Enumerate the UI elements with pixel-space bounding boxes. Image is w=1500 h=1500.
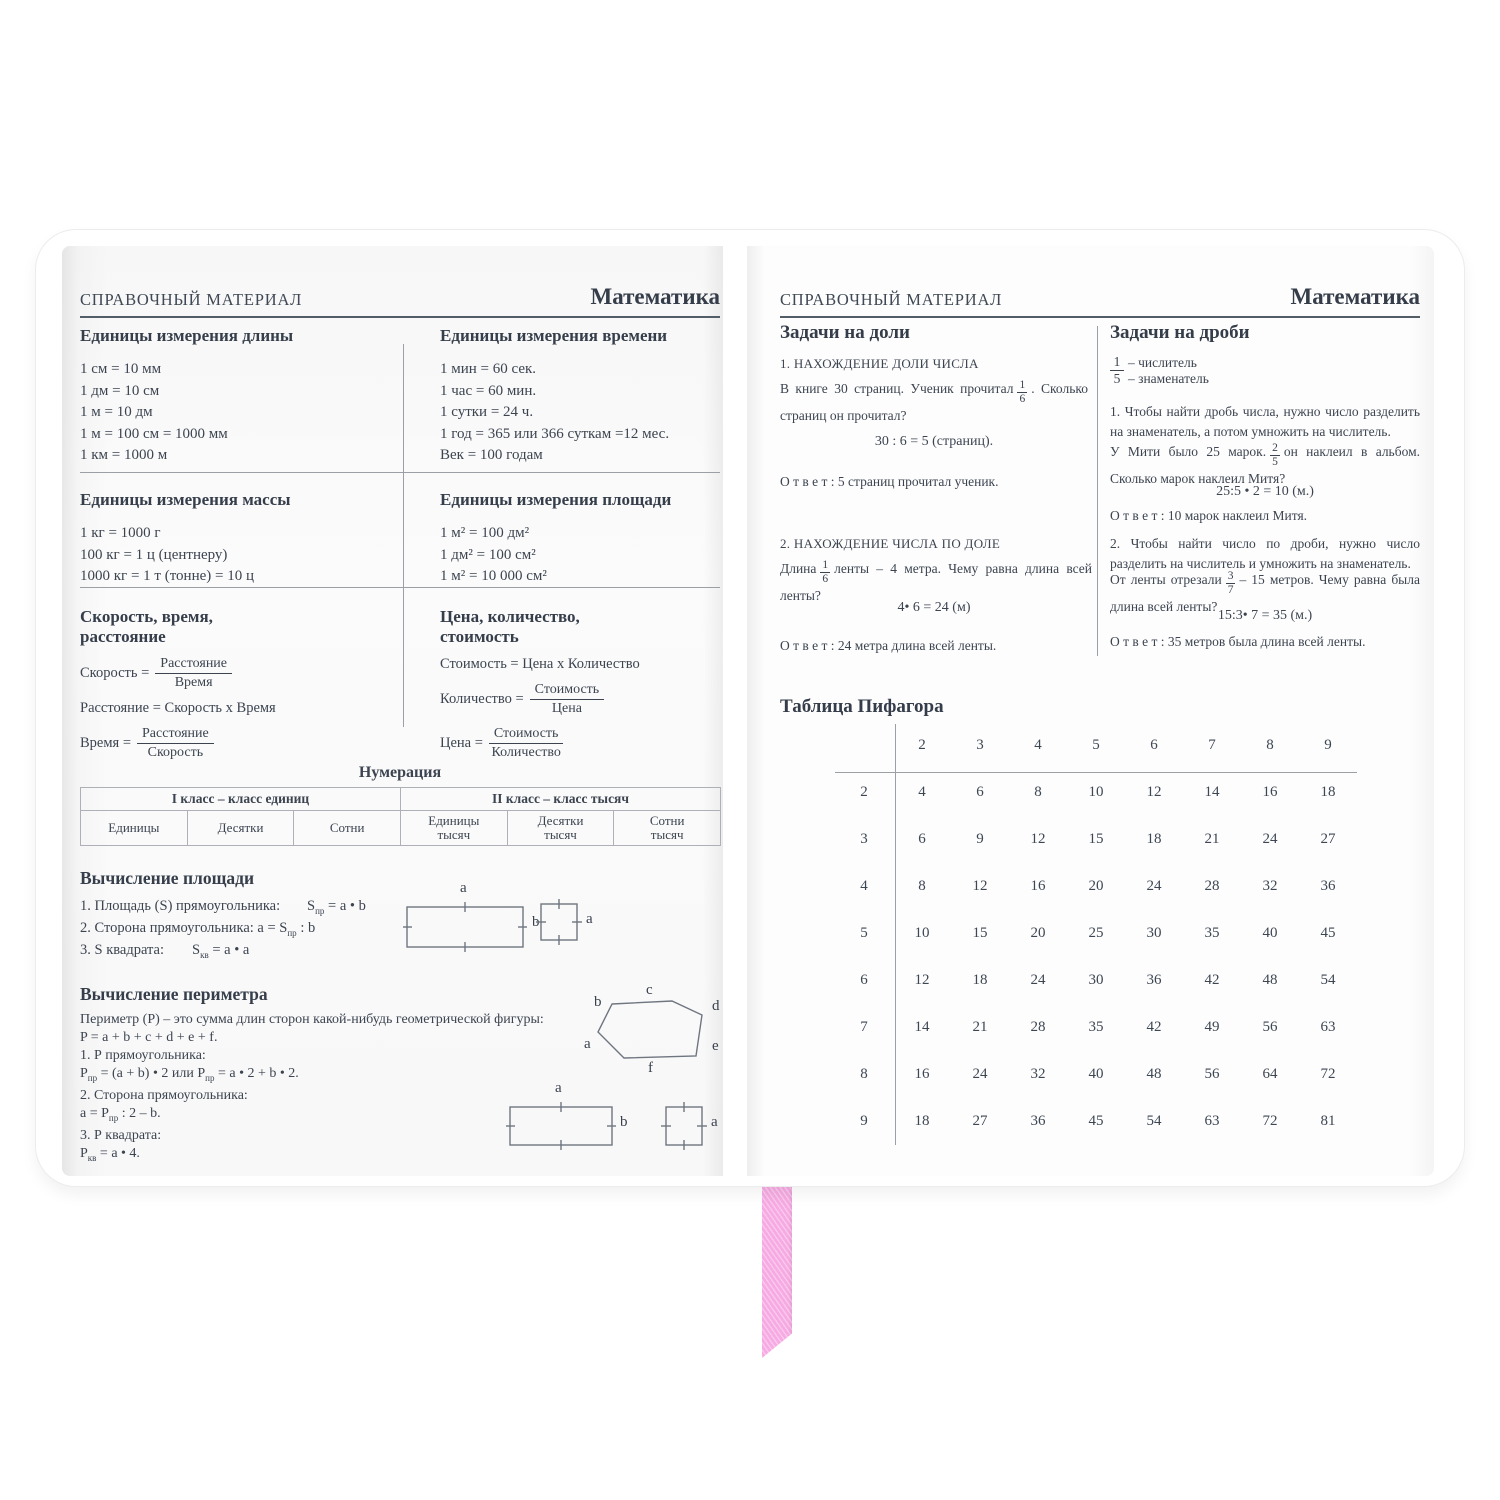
pythagoras-cell: 12 xyxy=(914,972,930,988)
right-column-divider xyxy=(1097,326,1098,656)
pythagoras-cell: 72 xyxy=(1320,1066,1336,1082)
pythagoras-row-header: 8 xyxy=(860,1066,868,1082)
pythagoras-cell: 12 xyxy=(1146,784,1162,800)
hex-label-b: b xyxy=(594,994,602,1010)
section-units-mass xyxy=(80,490,385,588)
pythagoras-cell: 9 xyxy=(976,831,984,847)
numeration-cell: Единицы xyxy=(81,811,188,846)
fraction xyxy=(820,559,830,585)
pythagoras-corner xyxy=(835,722,893,769)
text-run: P xyxy=(80,1066,88,1081)
text-run: a = P xyxy=(80,1106,109,1121)
text-run: У Мити было 25 марок. xyxy=(1110,444,1267,459)
section-title: Единицы измерения длины xyxy=(80,326,294,345)
pythagoras-cell: 49 xyxy=(1204,1019,1220,1035)
pythagoras-cell: 48 xyxy=(1262,972,1278,988)
unit-line: 1 кг = 1000 г xyxy=(80,525,161,541)
unit-line: 1 мин = 60 сек. xyxy=(440,361,537,377)
pythagoras-cell: 48 xyxy=(1146,1066,1162,1082)
denominator: 6 xyxy=(1019,393,1026,405)
denominator: 5 xyxy=(1113,371,1121,386)
unit-line: 1 год = 365 или 366 суткам =12 мес. xyxy=(440,425,670,442)
unit-lines xyxy=(440,523,725,588)
unit-line: 1 см = 10 мм xyxy=(80,361,162,377)
denominator: 6 xyxy=(822,573,829,585)
rect-label-a: a xyxy=(460,880,467,896)
left-header-label: СПРАВОЧНЫЙ МАТЕРИАЛ xyxy=(80,290,303,309)
drobi-rule-1: 1. Чтобы найти дробь числа, нужно число разделить на знаменатель, а потом умножить на числитель. xyxy=(1110,404,1420,439)
square-label-a: a xyxy=(586,911,593,927)
pythagoras-cell: 42 xyxy=(1204,972,1220,988)
text-run: – знаменатель xyxy=(1128,371,1209,386)
pythagoras-cell: 24 xyxy=(1146,878,1162,894)
drobi-title: Задачи на дроби xyxy=(1110,322,1250,343)
pythagoras-cell: 45 xyxy=(1088,1113,1104,1129)
unit-line: 1 дм = 10 см xyxy=(80,382,160,399)
pythagoras-cell: 18 xyxy=(1146,831,1162,847)
pythagoras-cell: 12 xyxy=(1030,831,1046,847)
pythagoras-row-header: 7 xyxy=(860,1019,868,1035)
section-title: Единицы измерения массы xyxy=(80,490,291,509)
square-diagram xyxy=(536,898,582,946)
text-run: Длина xyxy=(780,561,817,576)
numerator: Стоимость xyxy=(530,682,605,700)
numerator: Стоимость xyxy=(489,726,564,744)
pythagoras-cell: 18 xyxy=(1320,784,1336,800)
numeration-title: Нумерация xyxy=(358,764,442,781)
pythagoras-cell: 36 xyxy=(1320,878,1336,894)
pythagoras-cell: 6 xyxy=(918,831,926,847)
perimeter-line: Периметр (Р) – это сумма длин сторон какой-нибудь геометрической фигуры: xyxy=(80,1012,544,1027)
section-units-length xyxy=(80,326,385,467)
unit-line: 1 м = 10 дм xyxy=(80,404,153,420)
numeration-class1: I класс – класс единиц xyxy=(81,788,401,811)
pythagoras-cell: 35 xyxy=(1088,1019,1104,1035)
section-title-line: Цена, количество, xyxy=(440,607,580,626)
fraction xyxy=(137,726,214,761)
text-run: ленты – 4 метра. Чему равна длина всей ленты? xyxy=(780,561,1092,603)
pythagoras-cell: 28 xyxy=(1204,878,1220,894)
pythagoras-cell: 20 xyxy=(1030,925,1046,941)
doli-answer-2: О т в е т : 24 метра длина всей ленты. xyxy=(780,638,997,653)
left-column-divider xyxy=(403,344,404,727)
formula-speed xyxy=(80,656,385,691)
left-row-divider-1 xyxy=(80,472,720,473)
rect2-label-b: b xyxy=(620,1114,628,1130)
numeration-class2: II класс – класс тысяч xyxy=(401,788,721,811)
pythagoras-cell: 10 xyxy=(914,925,930,941)
section-title: Вычисление периметра xyxy=(80,984,268,1004)
text-run: Десятки xyxy=(537,813,584,828)
hex-label-d: d xyxy=(712,998,720,1014)
section-title: Единицы измерения времени xyxy=(440,326,668,345)
text-run: P xyxy=(80,1146,88,1161)
pythagoras-cell: 24 xyxy=(1262,831,1278,847)
section-title: Вычисление площади xyxy=(80,868,255,888)
perimeter-line: 1. Р прямоугольника: xyxy=(80,1048,206,1063)
drobi-answer-2: О т в е т : 35 метров была длина всей ленты. xyxy=(1110,634,1366,649)
pythagoras-cell: 20 xyxy=(1088,878,1104,894)
subscript: пр xyxy=(205,1073,215,1083)
pythagoras-cell: 21 xyxy=(972,1019,988,1035)
formula-cost: Стоимость = Цена х Количество xyxy=(440,656,640,672)
text-run: тысяч xyxy=(650,827,684,842)
pythagoras-cell: 8 xyxy=(1034,784,1042,800)
pythagoras-cell: 21 xyxy=(1204,831,1220,847)
numerator: Расстояние xyxy=(137,726,214,744)
pythagoras-col-header: 2 xyxy=(918,737,926,753)
subscript: пр xyxy=(287,928,297,938)
hex-label-f: f xyxy=(648,1060,653,1076)
pythagoras-col-header: 6 xyxy=(1150,737,1158,753)
left-page xyxy=(62,246,723,1176)
unit-line: 1 сутки = 24 ч. xyxy=(440,404,534,420)
pythagoras-title: Таблица Пифагора xyxy=(780,696,944,717)
text-run: : 2 – b. xyxy=(118,1106,161,1121)
unit-line: 1000 кг = 1 т (тонне) = 10 ц xyxy=(80,568,255,584)
numerator: 1 xyxy=(1110,354,1124,371)
text-run: Скорость = xyxy=(80,665,150,682)
doli-problem-1 xyxy=(780,379,1088,426)
hex-label-e: e xyxy=(712,1038,719,1054)
section-perimeter-calc xyxy=(80,984,544,1167)
text-run: тысяч xyxy=(437,827,471,842)
pythagoras-cell: 42 xyxy=(1146,1019,1162,1035)
pythagoras-cell: 14 xyxy=(1204,784,1220,800)
denominator: 5 xyxy=(1272,456,1278,468)
drobi-definition xyxy=(1110,354,1209,387)
pythagoras-row-header: 3 xyxy=(860,831,868,847)
perimeter-line xyxy=(80,1105,540,1127)
pythagoras-grid xyxy=(835,722,1357,1145)
unit-line: 1 м² = 10 000 см² xyxy=(440,568,547,584)
text-run: . Сколько страниц он прочитал? xyxy=(780,381,1088,423)
pythagoras-cell: 63 xyxy=(1204,1113,1220,1129)
subscript: пр xyxy=(87,1073,98,1083)
perimeter-line xyxy=(80,1145,540,1167)
doli-answer-1: О т в е т : 5 страниц прочитал ученик. xyxy=(780,474,999,489)
unit-line: 1 час = 60 мин. xyxy=(440,382,537,399)
rect-label-b: b xyxy=(532,914,540,930)
pythagoras-cell: 12 xyxy=(972,878,988,894)
unit-line: 1 м² = 100 дм² xyxy=(440,525,530,541)
pythagoras-cell: 15 xyxy=(1088,831,1104,847)
doli-equation-2: 4• 6 = 24 (м) xyxy=(897,600,971,615)
text-run: он наклеил в альбом. Сколько марок наклеил Митя? xyxy=(1110,444,1420,486)
square2-label-a: a xyxy=(711,1114,718,1130)
unit-lines xyxy=(80,359,385,467)
numerator: Расстояние xyxy=(155,656,232,674)
text-run: Цена = xyxy=(440,735,483,752)
perimeter-line: 2. Сторона прямоугольника: xyxy=(80,1088,248,1103)
pythagoras-cell: 27 xyxy=(972,1113,988,1129)
pythagoras-cell: 36 xyxy=(1030,1113,1046,1129)
pythagoras-col-header: 7 xyxy=(1208,737,1216,753)
pythagoras-cell: 36 xyxy=(1146,972,1162,988)
denominator: 7 xyxy=(1227,584,1234,596)
pythagoras-cell: 81 xyxy=(1320,1113,1336,1129)
numerator: 1 xyxy=(1019,379,1026,392)
rectangle-diagram xyxy=(403,902,527,952)
pythagoras-col-header: 8 xyxy=(1266,737,1274,753)
formula xyxy=(192,939,249,966)
pythagoras-cell: 18 xyxy=(914,1113,930,1129)
perimeter-line: 3. Р квадрата: xyxy=(80,1128,162,1143)
unit-line: 1 км = 1000 м xyxy=(80,447,168,463)
section-speed-time-distance xyxy=(80,607,385,761)
right-header-label: СПРАВОЧНЫЙ МАТЕРИАЛ xyxy=(780,290,1003,309)
numeration-cell xyxy=(614,811,721,846)
pythagoras-row-header: 2 xyxy=(860,784,868,800)
pythagoras-cell: 14 xyxy=(914,1019,930,1035)
pythagoras-col-header: 9 xyxy=(1324,737,1332,753)
drobi-equation-1: 25:5 • 2 = 10 (м.) xyxy=(1216,484,1314,499)
text-run: Единицы xyxy=(428,813,480,828)
section-title: Единицы измерения площади xyxy=(440,490,672,509)
text-run: = a • a xyxy=(208,942,250,958)
pythagoras-cell: 40 xyxy=(1088,1066,1104,1082)
pythagoras-cell: 28 xyxy=(1030,1019,1046,1035)
right-header-title: Математика xyxy=(1290,284,1420,309)
drobi-equation-2: 15:3• 7 = 35 (м.) xyxy=(1217,608,1313,623)
fraction xyxy=(530,682,605,717)
pythagoras-cell: 10 xyxy=(1088,784,1104,800)
text-run: 2. Сторона прямоугольника: a = S xyxy=(80,920,288,936)
formula-distance: Расстояние = Скорость х Время xyxy=(80,700,276,717)
text-run: = a • 2 + b • 2. xyxy=(214,1066,299,1081)
pythagoras-cell: 16 xyxy=(914,1066,930,1082)
text-run: = a • 4. xyxy=(96,1146,140,1161)
pythagoras-cell: 8 xyxy=(918,878,926,894)
hex-label-c: c xyxy=(646,982,653,998)
bookmark-ribbon xyxy=(762,1170,792,1358)
rectangle-diagram-2 xyxy=(506,1102,616,1150)
formula-price xyxy=(440,726,725,761)
fraction xyxy=(489,726,564,761)
text-run: От ленты отрезали xyxy=(1110,572,1222,587)
fraction xyxy=(1226,570,1236,596)
pythagoras-cell: 32 xyxy=(1262,878,1278,894)
pythagoras-cell: 6 xyxy=(976,784,984,800)
square-diagram-2 xyxy=(661,1102,707,1150)
pythagoras-row-header: 5 xyxy=(860,925,868,941)
subscript: пр xyxy=(108,1113,119,1123)
section-title-line: стоимость xyxy=(440,627,519,646)
pythagoras-cell: 56 xyxy=(1262,1019,1278,1035)
denominator: Время xyxy=(174,675,213,691)
drobi-problem-1 xyxy=(1110,442,1420,489)
pythagoras-cell: 15 xyxy=(972,925,988,941)
section-units-area xyxy=(440,490,725,588)
denominator: Цена xyxy=(551,701,582,717)
unit-lines xyxy=(80,523,385,588)
pythagoras-col-header: 3 xyxy=(976,737,984,753)
numeration-cell xyxy=(508,811,615,846)
pythagoras-cell: 35 xyxy=(1204,925,1220,941)
text-run: Время = xyxy=(80,735,132,752)
hex-label-a: a xyxy=(584,1036,591,1052)
unit-line: Век = 100 годам xyxy=(440,447,543,463)
pythagoras-table xyxy=(835,722,1360,1147)
unit-line: 1 м = 100 см = 1000 мм xyxy=(80,425,228,442)
subscript: пр xyxy=(315,906,325,916)
doli-equation-1: 30 : 6 = 5 (страниц). xyxy=(874,434,994,449)
numerator: 2 xyxy=(1272,442,1278,455)
pythagoras-cell: 24 xyxy=(972,1066,988,1082)
text-run: S xyxy=(192,942,201,958)
numeration-cell: Сотни xyxy=(294,811,401,846)
pythagoras-row-header: 9 xyxy=(860,1113,868,1129)
section-price-quantity-cost xyxy=(440,607,725,761)
pythagoras-cell: 16 xyxy=(1262,784,1278,800)
section-units-time xyxy=(440,326,725,467)
perimeter-line: P = a + b + c + d + e + f. xyxy=(80,1030,218,1045)
pythagoras-cell: 56 xyxy=(1204,1066,1220,1082)
pythagoras-cell: 72 xyxy=(1262,1113,1278,1129)
numeration-cell xyxy=(401,811,508,846)
pythagoras-cell: 63 xyxy=(1320,1019,1336,1035)
denominator: Количество xyxy=(491,745,561,761)
pythagoras-cell: 54 xyxy=(1146,1113,1162,1129)
text-run: = (a + b) • 2 или P xyxy=(97,1066,206,1081)
text-run: Количество = xyxy=(440,691,524,708)
section-title-line: расстояние xyxy=(80,627,166,646)
pythagoras-cell: 16 xyxy=(1030,878,1046,894)
text-run: : b xyxy=(296,920,316,936)
rect2-label-a: a xyxy=(555,1080,562,1096)
pythagoras-cell: 24 xyxy=(1030,972,1046,988)
pythagoras-cell: 27 xyxy=(1320,831,1336,847)
numeration-cell: Десятки xyxy=(188,811,295,846)
text-run: S xyxy=(307,898,316,914)
drobi-answer-1: О т в е т : 10 марок наклеил Митя. xyxy=(1110,508,1308,523)
pythagoras-row-header: 4 xyxy=(860,878,868,894)
denominator: Скорость xyxy=(147,745,204,761)
text-run: тысяч xyxy=(544,827,577,842)
definition-denominator-row xyxy=(1110,371,1209,387)
right-page-header xyxy=(780,276,1420,318)
text-run: = a • b xyxy=(324,898,366,914)
pythagoras-cell: 18 xyxy=(972,972,988,988)
pythagoras-cell: 54 xyxy=(1320,972,1336,988)
pythagoras-cell: 40 xyxy=(1262,925,1278,941)
fraction xyxy=(1270,442,1280,468)
text-run: В книге 30 страниц. Ученик прочитал xyxy=(780,381,1014,396)
hexagon-diagram xyxy=(588,996,718,1068)
doli-heading-2: 2. НАХОЖДЕНИЕ ЧИСЛА ПО ДОЛЕ xyxy=(780,536,1001,551)
drobi-rule-2: 2. Чтобы найти число по дроби, нужно число разделить на числитель и умножить на знаменатель. xyxy=(1110,536,1420,571)
left-page-header xyxy=(80,276,720,318)
text-run: 1. Площадь (S) прямоугольника: xyxy=(80,898,281,914)
text-run: 3. S квадрата: xyxy=(80,942,164,958)
text-run: – 15 метров. Чему равна была длина всей ленты? xyxy=(1110,572,1420,614)
pythagoras-col-header: 4 xyxy=(1034,737,1042,753)
formula-time xyxy=(80,726,385,761)
formula-quantity xyxy=(440,682,725,717)
section-title-line: Скорость, время, xyxy=(80,607,213,626)
fraction xyxy=(155,656,232,691)
pythagoras-row-header: 6 xyxy=(860,972,868,988)
left-header-title: Математика xyxy=(590,284,720,309)
doli-heading-1: 1. НАХОЖДЕНИЕ ДОЛИ ЧИСЛА xyxy=(780,356,979,371)
pythagoras-cell: 64 xyxy=(1262,1066,1278,1082)
pythagoras-cell: 4 xyxy=(918,784,926,800)
pythagoras-col-header: 5 xyxy=(1092,737,1100,753)
numeration-table xyxy=(80,787,721,846)
unit-line: 1 дм² = 100 см² xyxy=(440,546,536,563)
text-run: Сотни xyxy=(649,813,685,828)
unit-lines xyxy=(440,359,725,467)
pythagoras-cell: 30 xyxy=(1088,972,1104,988)
doli-title: Задачи на доли xyxy=(780,322,910,343)
fraction xyxy=(1017,379,1027,405)
doli-problem-2 xyxy=(780,559,1092,606)
unit-line: 100 кг = 1 ц (центнеру) xyxy=(80,546,228,563)
pythagoras-cell: 25 xyxy=(1088,925,1104,941)
subscript: кв xyxy=(87,1153,97,1163)
pythagoras-cell: 32 xyxy=(1030,1066,1046,1082)
subscript: кв xyxy=(200,950,209,960)
text-run: – числитель xyxy=(1128,355,1197,370)
pythagoras-cell: 30 xyxy=(1146,925,1162,941)
definition-numerator-row xyxy=(1110,354,1209,371)
numerator: 1 xyxy=(822,559,829,572)
perimeter-line xyxy=(80,1065,540,1087)
pythagoras-cell: 45 xyxy=(1320,925,1336,941)
numerator: 3 xyxy=(1227,570,1234,583)
right-page xyxy=(747,246,1434,1176)
